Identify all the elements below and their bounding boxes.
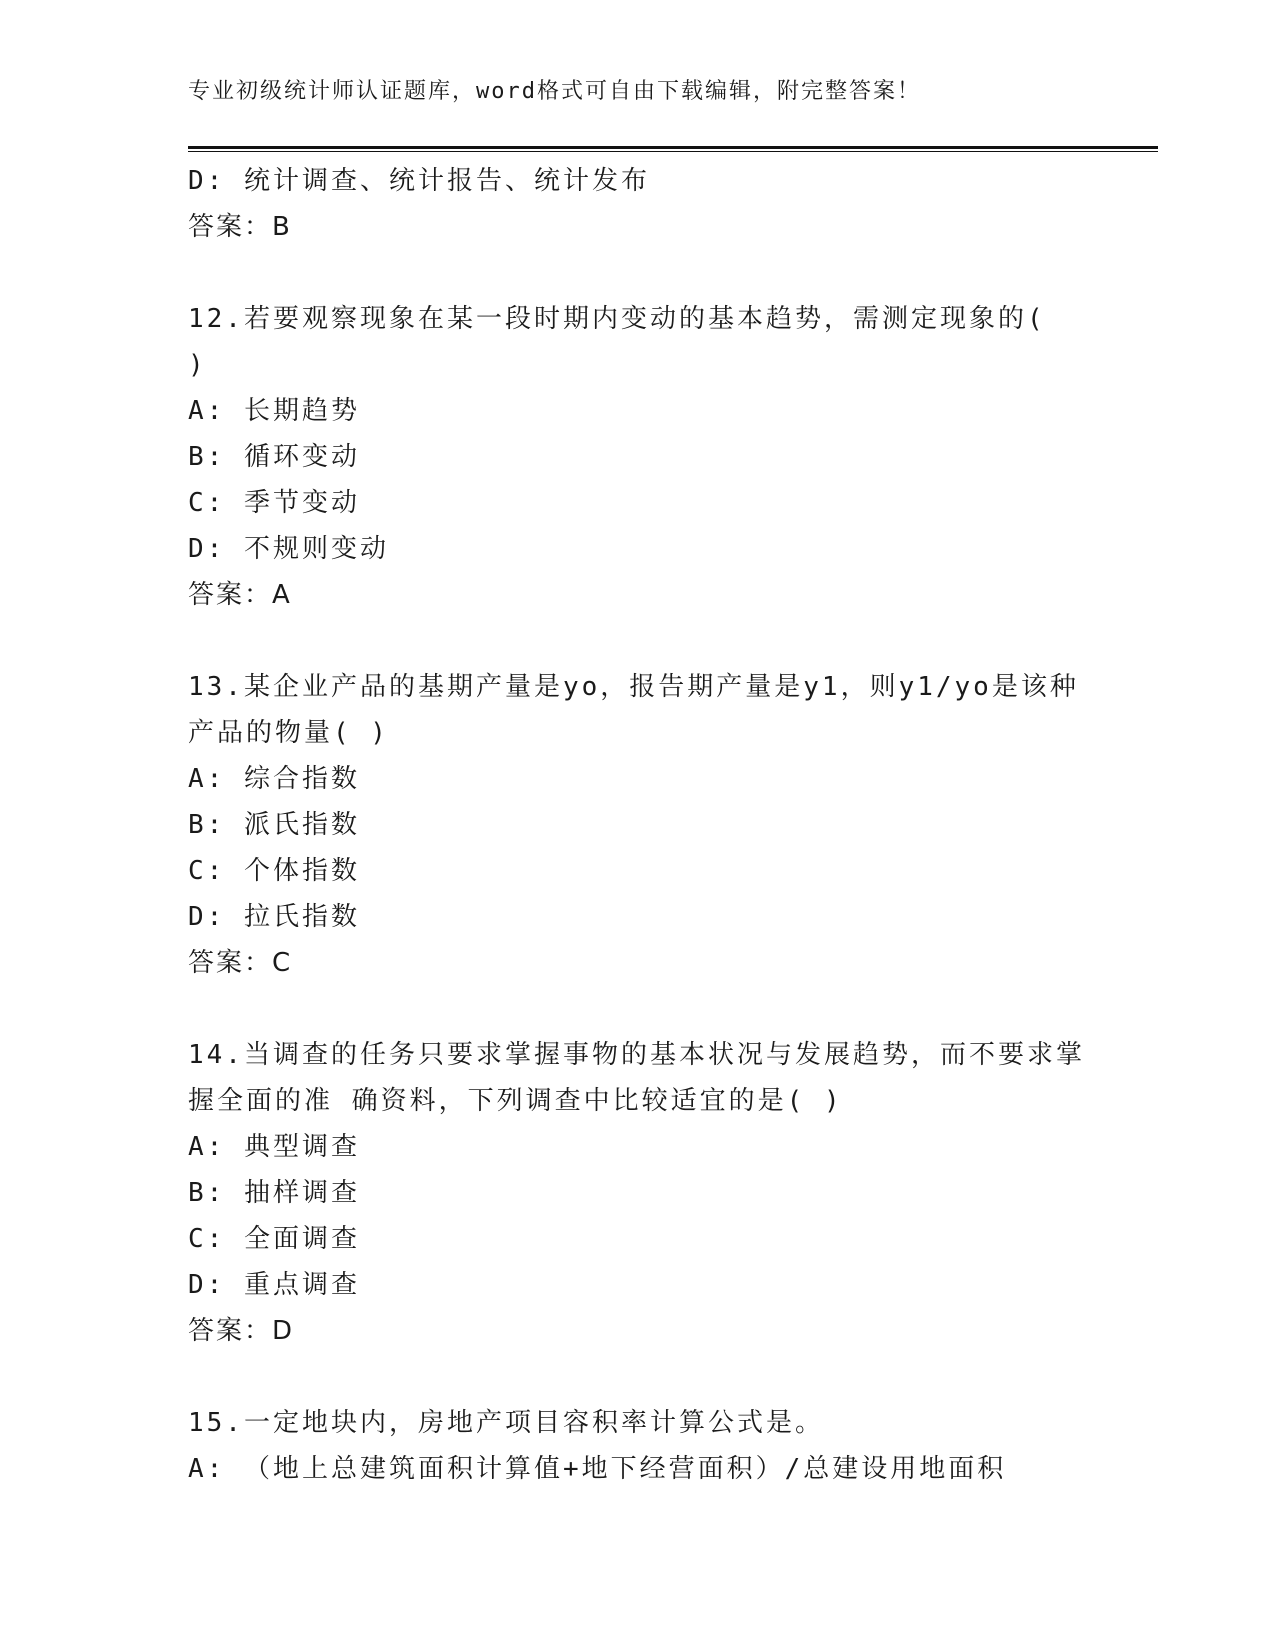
option-line: A: 综合指数: [188, 764, 360, 794]
header-rule-thick: [188, 146, 1158, 149]
option-line: B: 抽样调查: [188, 1178, 360, 1208]
question-text: 握全面的准 确资料，下列调查中比较适宜的是( ): [188, 1086, 843, 1116]
question-text: ): [188, 350, 207, 380]
question-text: 14.当调查的任务只要求掌握事物的基本状况与发展趋势，而不要求掌: [188, 1040, 1085, 1070]
question-text: 12.若要观察现象在某一段时期内变动的基本趋势，需测定现象的(: [188, 304, 1046, 334]
question-text: 产品的物量( ): [188, 718, 389, 748]
spacer: [188, 618, 1088, 664]
option-line: C: 全面调查: [188, 1224, 360, 1254]
page-header: 专业初级统计师认证题库，word格式可自由下载编辑，附完整答案！: [188, 79, 921, 104]
answer-line: 答案：D: [188, 1316, 295, 1346]
option-line: D: 重点调查: [188, 1270, 360, 1300]
option-line: A: 典型调查: [188, 1132, 360, 1162]
answer-line: 答案：B: [188, 212, 292, 242]
question-list: [188, 158, 1088, 1492]
option-line: B: 循环变动: [188, 442, 360, 472]
option-line: D: 不规则变动: [188, 534, 389, 564]
question-text: 15.一定地块内，房地产项目容积率计算公式是。: [188, 1408, 824, 1438]
option-line: D: 统计调查、统计报告、统计发布: [188, 166, 650, 196]
spacer: [188, 986, 1088, 1032]
spacer: [188, 250, 1088, 296]
answer-line: 答案：A: [188, 580, 292, 610]
spacer: [188, 1354, 1088, 1400]
header-rule-thin: [188, 151, 1158, 152]
option-line: A: （地上总建筑面积计算值+地下经营面积）/总建设用地面积: [188, 1454, 1007, 1484]
option-line: D: 拉氏指数: [188, 902, 360, 932]
option-line: A: 长期趋势: [188, 396, 360, 426]
question-text: 13.某企业产品的基期产量是yo，报告期产量是y1，则y1/yo是该种: [188, 672, 1079, 702]
option-line: C: 季节变动: [188, 488, 360, 518]
option-line: B: 派氏指数: [188, 810, 360, 840]
option-line: C: 个体指数: [188, 856, 360, 886]
answer-line: 答案：C: [188, 948, 293, 978]
